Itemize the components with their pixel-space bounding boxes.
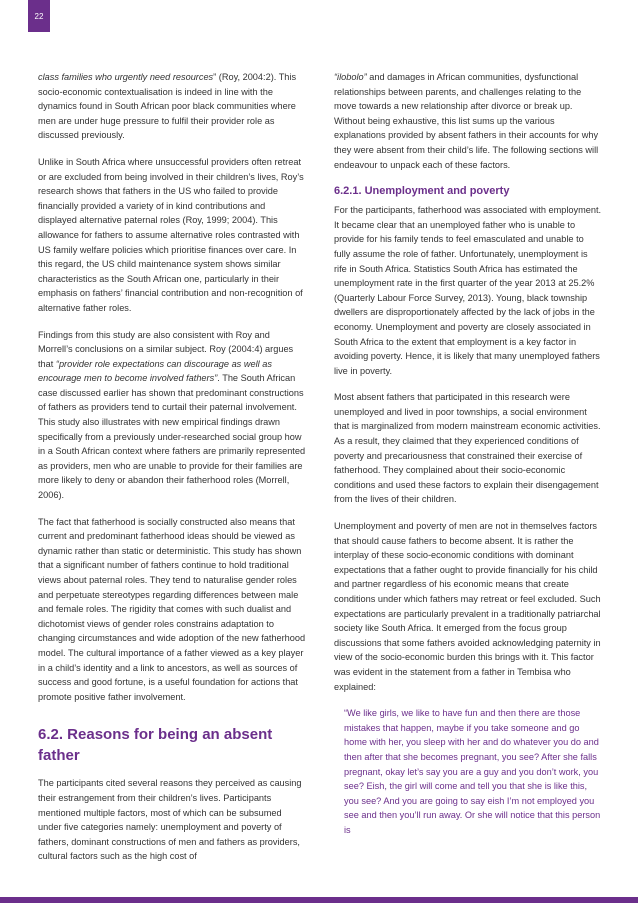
left-paragraph-1-text: ” (Roy, 2004:2). This socio-economic contextualisation is indeed in line with the dynamics found in South African poor black communities where men are under huge pressure to fulfil their provider role as discussed previously. bbox=[38, 72, 297, 141]
citation-italic: class families who urgently need resources bbox=[38, 72, 214, 82]
right-column bbox=[334, 70, 602, 838]
left-paragraph-1 bbox=[38, 70, 306, 143]
right-paragraph-4: Unemployment and poverty of men are not in themselves factors that should cause fathers to become absent. It is rather the interplay of these socio-economic conditions with dominant expectations that a father ought to provide financially for his child and partner regardless of his economic means that create conditions under which fathers may retreat or feel excluded. Such expectations are particularly prevalent in a traditionally patriarchal society like South Africa. It emerged from the focus group discussions that some fathers avoided acknowledging paternity in view of the socio-economic burden this brings with it. This factor was evident in the statement from a father in Tembisa who explained: bbox=[334, 521, 601, 692]
left-paragraph-3 bbox=[38, 328, 306, 503]
participant-quote: “We like girls, we like to have fun and then there are those mistakes that happen, maybe if you take someone and go home with her, you sleep with her and do whatever you do and then after that she becomes pregnant, you see? After she falls pregnant, okay let’s say you are a guy and you don’t work, you see? Eish, the girl will come and tell you that she is like this, you see? And you are going to say eish I’m not employed you see and then you’ll run away. Or she will notice that this person is bbox=[344, 708, 601, 835]
subsection-heading-6-2-1: 6.2.1. Unemployment and poverty bbox=[334, 185, 510, 198]
ilobolo-italic: “ilobolo” bbox=[334, 72, 367, 82]
right-paragraph-1-text: and damages in African communities, dysfunctional relationships between parents, and challenges relating to the move towards a new relationship after divorce or break up. Without being exhaustive, this list sums up the various explanations provided by absent fathers in their accounts for why they were absent from their child’s life. The following sections will endeavour to unpack each of these factors. bbox=[334, 72, 599, 170]
right-paragraph-3: Most absent fathers that participated in this research were unemployed and lived in poor townships, a social environment that is marginalized from modern mainstream economic activities. As a result, they claimed that they experienced conditions of poverty and precariousness that constrained their exercise of fatherhood. They complained about their socio-economic conditions and used these factors to explain their disengagement from the lives of their children. bbox=[334, 392, 601, 505]
left-paragraph-2: Unlike in South Africa where unsuccessful providers often retreat or are excluded from being involved in their children’s lives, Roy’s research shows that fathers in the US who failed to provide financially provided a variety of in kind contributions and displayed alternative paternal roles (Roy, 1999; 2004). This allowance for fathers to assume alternative roles contrasted with US family welfare policies which prioritise finances over care. In this regard, the US child maintenance system shows similar characteristics as the South African one, particularly in their emphasis on fathers’ financial contribution and non-recognition of alternative father roles. bbox=[38, 156, 304, 313]
right-paragraph-1 bbox=[334, 70, 602, 172]
left-paragraph-5: The participants cited several reasons they perceived as causing their estrangement from their children’s lives. Participants mentioned multiple factors, most of which can be subsumed under five categories namely: unemployment and poverty of fathers, dominant constructions of men and fathers as providers, cultural factors such as the high cost of bbox=[38, 778, 302, 862]
page-number: 22 bbox=[34, 12, 44, 21]
bottom-accent-bar bbox=[0, 897, 638, 903]
left-paragraph-3-after: . The South African case discussed earlier has shown that predominant constructions of fathers as providers tend to curtail their paternal involvement. This study also illustrates with new empirical findings drawn specifically from a previously under-researched social group how in a South African context where fathers are primarily represented as providers, men who are unable to provide for their families are more likely to deny or abandon their fatherhood roles (Morrell, 2006). bbox=[38, 373, 306, 501]
left-column bbox=[38, 70, 306, 864]
left-paragraph-4: The fact that fatherhood is socially constructed also means that current and predominant fatherhood ideas should be viewed as dynamic rather than static or deterministic. This study has shown that a significant number of fathers continue to hold traditional views about paternal roles. They tend to naturalise gender roles and perpetuate stereotypes regarding differences between male and female roles. The rigidity that comes with such dualist and dichotomist views of gender roles constrains adaptation to changing circumstances and wide adoption of the new fatherhood model. The cultural importance of a father viewed as a key player in a child’s identity and a link to ancestors, as well as sources of success and good fortune, is a useful foundation for actions that promote positive father involvement. bbox=[38, 516, 306, 702]
left-paragraph-3-before: Findings from this study are also consistent with Roy and Morrell’s conclusions on a similar subject. Roy (2004:4) argues that bbox=[38, 329, 294, 369]
section-heading-6-2: 6.2. Reasons for being an absent father bbox=[38, 726, 273, 765]
right-paragraph-2: For the participants, fatherhood was associated with employment. It became clear that an unemployed father who is unable to provide for his family tends to feel emasculated and unable to fully assume the role of father. Unfortunately, unemployment is rife in South Africa. Statistics South Africa has estimated the unemployment rate in the first quarter of the year 2013 at 25.2% (Quarterly Labour Force Survey, 2013). Young, black township dwellers are disproportionately affected by the lack of jobs in the economy. Unemployment and poverty are closely associated in South Africa to the extent that employment is a key factor in avoiding poverty. Hence, it is likely that many unemployed fathers live in poverty. bbox=[334, 205, 602, 376]
roy-quote-italic: “provider role expectations can discourage as well as encourage men to become involved fathers” bbox=[38, 358, 272, 384]
page-number-tab bbox=[28, 0, 50, 32]
